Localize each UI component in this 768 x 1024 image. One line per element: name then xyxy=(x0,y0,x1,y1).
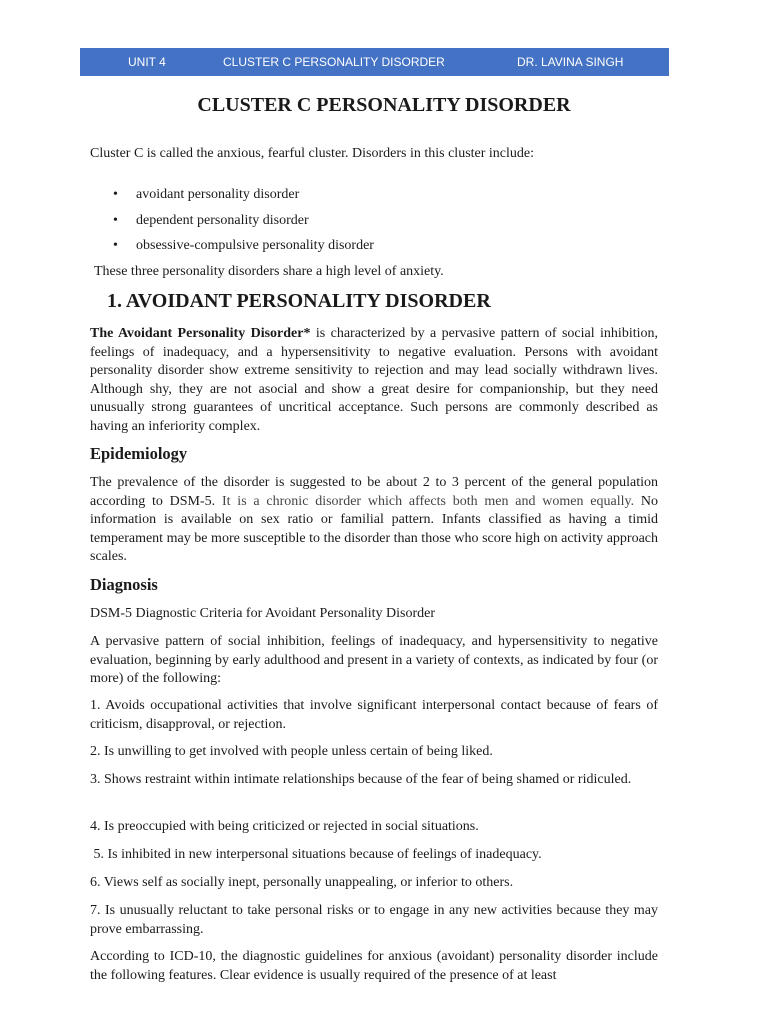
header-unit: UNIT 4 xyxy=(128,55,166,69)
epidemiology-paragraph xyxy=(90,474,658,567)
criterion-item: 2. Is unwilling to get involved with people unless certain of being liked. xyxy=(90,744,493,759)
bullet-item: • avoidant personality disorder xyxy=(90,186,374,212)
bullet-item: • dependent personality disorder xyxy=(90,212,374,238)
shared-anxiety-note: These three personality disorders share a high level of anxiety. xyxy=(94,264,444,279)
epidemiology-heading: Epidemiology xyxy=(90,444,188,463)
criterion-item: 3. Shows restraint within intimate relationships because of the fear of being shamed or ridiculed. xyxy=(90,772,632,787)
avoidant-definition-text: is characterized by a pervasive pattern of social inhibition, feelings of inadequacy, and a hypersensitivity to negative evaluation. Persons with avoidant personality disorder show extreme sensitivity to rejection and may lead socially withdrawn lives. Although shy, they are not asocial and show a great desire for companionship, but they need unusually strong guarantees of uncritical acceptance. Such persons are commonly described as having an inferiority complex. xyxy=(90,326,658,434)
criterion-item: 1. Avoids occupational activities that involve significant interpersonal contact because of fears of criticism, disapproval, or rejection. xyxy=(90,698,658,732)
diagnosis-heading: Diagnosis xyxy=(90,575,158,594)
criterion-item: 5. Is inhibited in new interpersonal situations because of feelings of inadequacy. xyxy=(90,847,542,862)
diagnosis-intro-paragraph: A pervasive pattern of social inhibition, feelings of inadequacy, and hypersensitivity to negative evaluation, beginning by early adulthood and present in a variety of contexts, as indicated by four (or more) of the following: xyxy=(90,634,658,686)
header-topic: CLUSTER C PERSONALITY DISORDER xyxy=(223,55,445,69)
diagnosis-subtitle: DSM-5 Diagnostic Criteria for Avoidant Personality Disorder xyxy=(90,606,436,621)
document-title: CLUSTER C PERSONALITY DISORDER xyxy=(197,94,571,116)
intro-paragraph: Cluster C is called the anxious, fearful cluster. Disorders in this cluster include: xyxy=(90,146,535,161)
disorder-bullet-list xyxy=(90,186,374,263)
criterion-item: 4. Is preoccupied with being criticized or rejected in social situations. xyxy=(90,819,479,834)
avoidant-term-bold: The Avoidant Personality Disorder* xyxy=(90,326,311,341)
avoidant-definition-paragraph xyxy=(90,325,658,436)
epidemiology-text-3: No information is available on sex ratio or familial pattern. Infants classified as having a timid temperament may be more susceptible to the disorder than those who score high on activity approach scales. xyxy=(90,493,658,564)
criterion-item: 6. Views self as socially inept, personally unappealing, or inferior to others. xyxy=(90,875,514,890)
page-header-bar xyxy=(80,48,669,76)
epidemiology-text-2: It is a chronic disorder which affects both men and women equally. xyxy=(215,493,635,509)
header-author: DR. LAVINA SINGH xyxy=(517,55,624,69)
section-heading-avoidant: 1. AVOIDANT PERSONALITY DISORDER xyxy=(107,290,491,312)
criterion-item: 7. Is unusually reluctant to take personal risks or to engage in any new activities because they may prove embarrassing. xyxy=(90,903,658,937)
epidemiology-text-1: The prevalence of the disorder is suggested to be about 2 to 3 percent of the general population according to DSM-5. xyxy=(90,475,658,509)
bullet-item: • obsessive-compulsive personality disorder xyxy=(90,237,374,263)
icd-paragraph: According to ICD-10, the diagnostic guidelines for anxious (avoidant) personality disorder include the following features. Clear evidence is usually required of the presence of at least xyxy=(90,949,658,983)
